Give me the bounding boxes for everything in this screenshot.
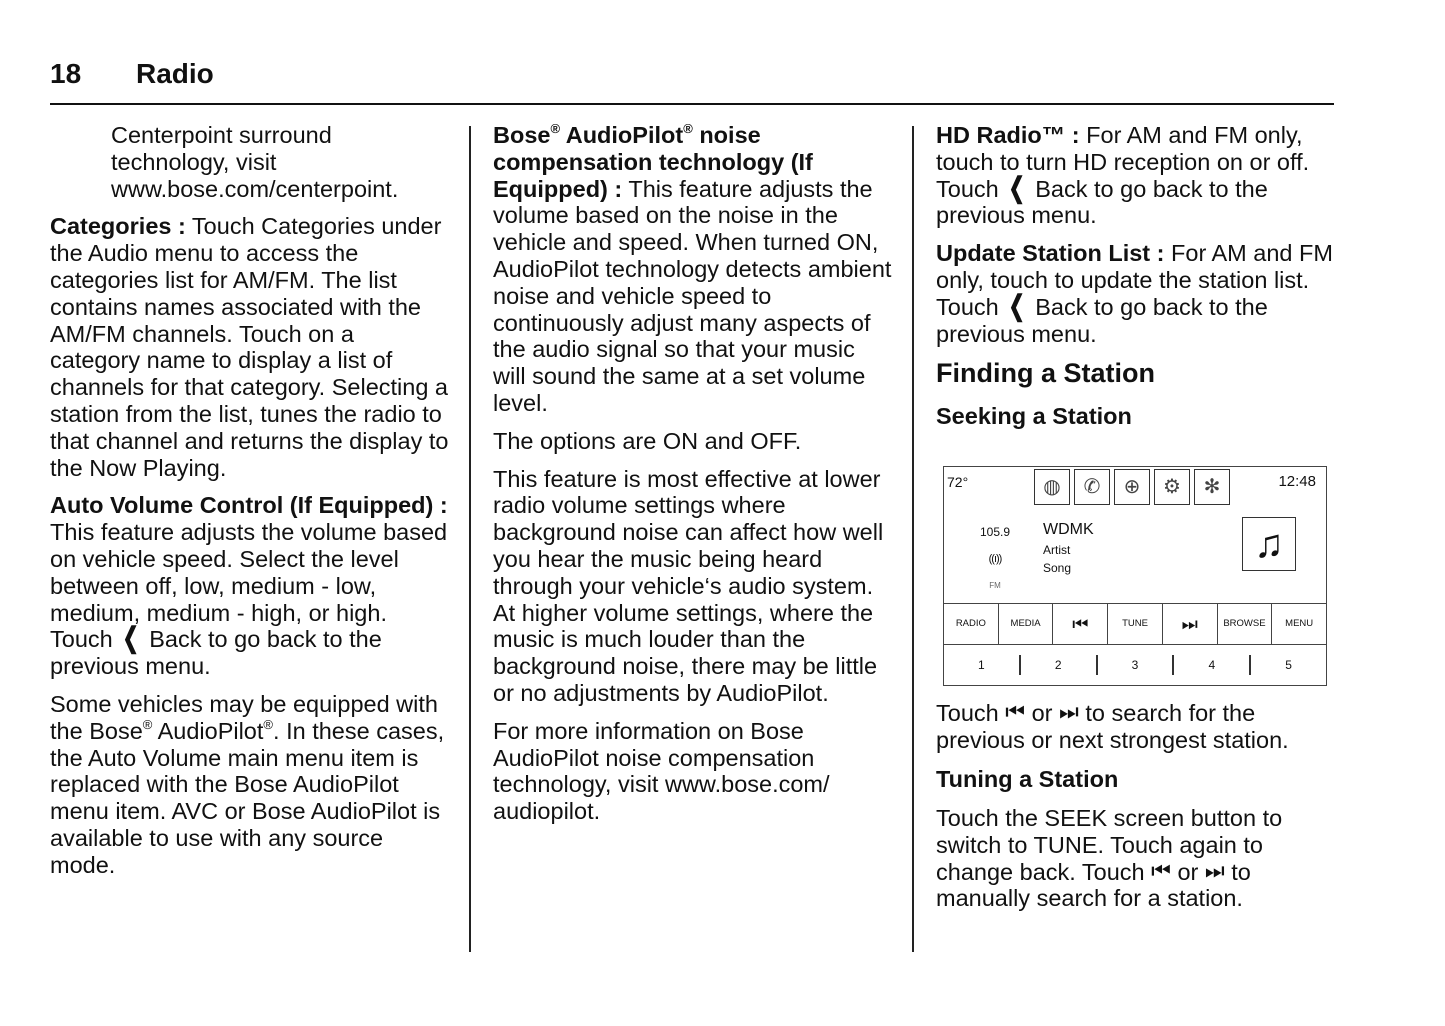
- seek-next-icon: ⏭: [1204, 857, 1225, 883]
- tune-paragraph: Touch the SEEK screen button to switch to TUNE. Touch again to change back. Touch ⏮ or ⏭ to manually search for a station.: [936, 804, 1283, 912]
- categories-term: Categories :: [50, 213, 186, 240]
- browse-button: BROWSE: [1218, 604, 1273, 644]
- preset-3: 3: [1131, 657, 1139, 672]
- registered-mark: ®: [263, 716, 274, 732]
- frequency-block: [978, 519, 1012, 599]
- hd-radio-paragraph: HD Radio™ : For AM and FM only, touch to turn HD reception on or off. Touch ❮ Back to go back to the previous menu.: [936, 122, 1310, 229]
- update-station-list-paragraph: Update Station List : For AM and FM only, touch to update the station list. Touch ❮ Back to go back to the previous menu.: [936, 240, 1333, 347]
- climate-icon: ✻: [1194, 469, 1230, 505]
- seek-paragraph: Touch ⏮ or ⏭ to search for the previous or next strongest station.: [936, 699, 1289, 754]
- antenna-icon: ((ı)): [988, 553, 1002, 566]
- finding-station-heading: Finding a Station: [936, 358, 1155, 389]
- preset-row: [944, 645, 1326, 685]
- speaker-icon: ◍: [1034, 469, 1070, 505]
- column-2: [493, 122, 893, 836]
- section-title: Radio: [136, 58, 214, 89]
- song-name: Song: [1043, 561, 1072, 576]
- categories-paragraph: Categories : Touch Categories under the Audio menu to access the categories list for AM/FM. The list contains names associated with the AM/FM channels. Touch on a category name to display a list of channels for that category. Selecting a station from the list, tunes the radio to that channel and returns the display to the Now Playing.: [50, 213, 449, 481]
- band-label: FM: [989, 580, 1001, 590]
- phone-icon: ✆: [1074, 469, 1110, 505]
- update-station-list-term: Update Station List :: [936, 240, 1165, 267]
- effectiveness-paragraph: This feature is most effective at lower radio volume settings where background noise can affect how well you hear the music being heard through your vehicle‘s audio system. At higher volume settings, where the music is much louder than the background noise, there may be little or no adjustments by AudioPilot.: [493, 465, 884, 706]
- seek-next-icon: ⏭: [1059, 699, 1079, 725]
- preset-2: 2: [1054, 657, 1062, 672]
- bose-note-paragraph: Some vehicles may be equipped with the Bose® AudioPilot®. In these cases, the Auto Volume main menu item is replaced with the Bose AudioPilot menu item. AVC or Bose AudioPilot is available to use with any source mode.: [50, 690, 445, 878]
- back-chevron-icon: ❮: [122, 622, 140, 654]
- audiopilot-term: Bose® AudioPilot® noise compensation technology (If Equipped) :: [493, 121, 813, 202]
- artist-name: Artist: [1043, 543, 1071, 558]
- station-name: WDMK: [1043, 521, 1094, 539]
- seek-previous-icon: ⏮: [1005, 699, 1026, 725]
- globe-icon: ⊕: [1114, 469, 1150, 505]
- radio-screen-figure: [943, 466, 1327, 686]
- hd-radio-term: HD Radio™ :: [936, 122, 1080, 148]
- registered-mark: ®: [142, 716, 153, 732]
- back-chevron-icon: ❮: [1008, 289, 1026, 321]
- media-button: MEDIA: [999, 604, 1054, 644]
- centerpoint-paragraph: Centerpoint surround technology, visit www.bose.com/centerpoint.: [111, 122, 399, 202]
- temperature: 72°: [947, 474, 969, 491]
- clock: 12:48: [1278, 473, 1316, 491]
- options-paragraph: The options are ON and OFF.: [493, 427, 802, 454]
- column-divider: [912, 126, 914, 952]
- tune-button: TUNE: [1108, 604, 1163, 644]
- seeking-station-heading: Seeking a Station: [936, 403, 1132, 430]
- page-header: [50, 56, 1334, 105]
- back-chevron-icon: ❮: [1008, 171, 1026, 203]
- audiopilot-paragraph: Bose® AudioPilot® noise compensation technology (If Equipped) : This feature adjusts the volume based on the noise in the vehicle and speed. When turned ON, AudioPilot technology detects ambient noise and vehicle speed to continuously adjust many aspects of the audio signal so that your music will sound the same at a set volume level.: [493, 121, 892, 416]
- tuning-station-heading: Tuning a Station: [936, 765, 1119, 792]
- music-note-icon: ♫: [1242, 517, 1296, 571]
- preset-5: 5: [1285, 657, 1292, 672]
- column-1: [50, 122, 450, 890]
- seek-previous-icon: ⏮: [1151, 857, 1171, 883]
- app-icon-row: [1034, 469, 1230, 505]
- radio-button: RADIO: [944, 604, 999, 644]
- preset-4: 4: [1208, 657, 1216, 672]
- frequency: 105.9: [979, 525, 1011, 540]
- gear-icon: ⚙: [1154, 469, 1190, 505]
- seek-forward-icon: ⏭: [1163, 604, 1218, 644]
- page-number: 18: [50, 58, 82, 89]
- column-divider: [469, 126, 471, 952]
- seek-back-icon: ⏮: [1053, 604, 1108, 644]
- avc-paragraph: Auto Volume Control (If Equipped) : This feature adjusts the volume based on vehicle speed. Select the level between off, low, medium - low, medium, medium - high, or high. Touch ❮ Back to go back to the previous menu.: [50, 492, 448, 680]
- more-info-paragraph: For more information on Bose AudioPilot noise compensation technology, visit www.bose.com/ audiopilot.: [493, 717, 830, 825]
- avc-term: Auto Volume Control (If Equipped) :: [50, 492, 448, 519]
- preset-1: 1: [978, 657, 985, 672]
- column-3: [936, 122, 1336, 923]
- menu-button: MENU: [1285, 617, 1314, 629]
- radio-button-row: [944, 603, 1326, 645]
